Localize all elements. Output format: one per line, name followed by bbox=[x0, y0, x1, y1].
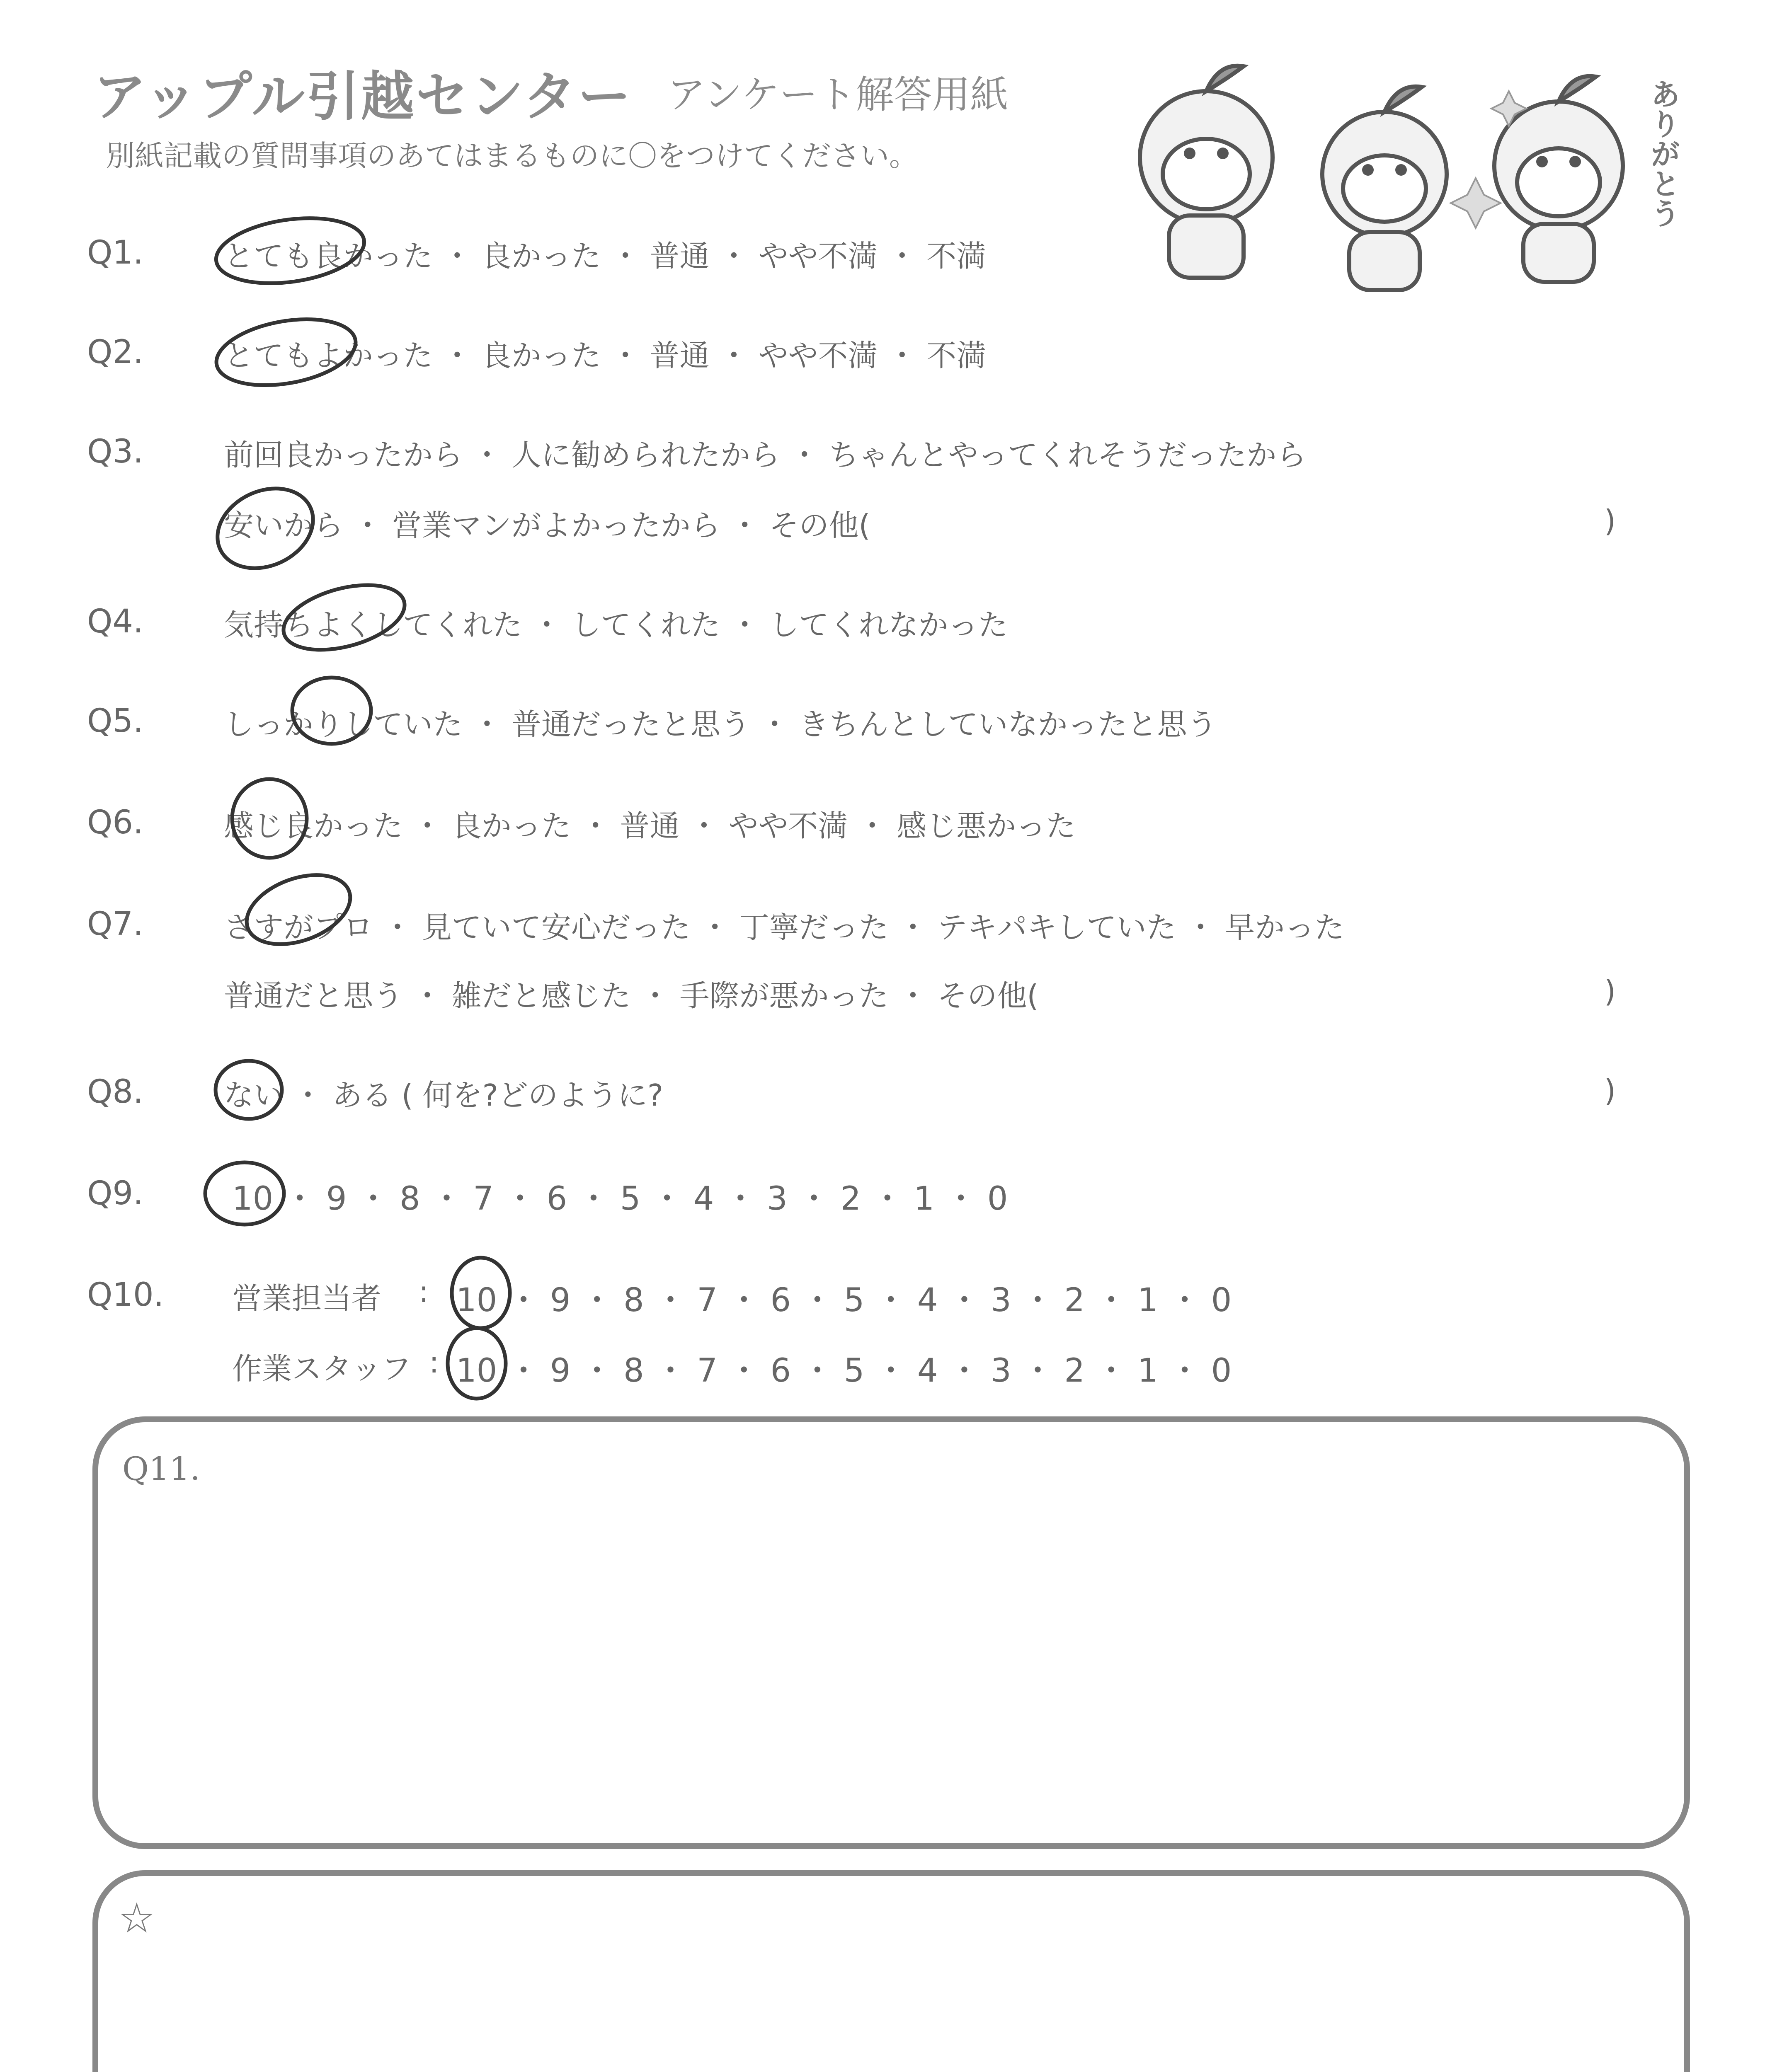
q10-staff-circle-mark bbox=[448, 1328, 506, 1399]
form-title: アンケート解答用紙 bbox=[667, 73, 1009, 117]
q4-options[interactable]: 気持ちよくしてくれた ・ してくれた ・ してくれなかった bbox=[224, 608, 1008, 642]
q9-label: Q9. bbox=[87, 1175, 143, 1212]
q11-answer-area[interactable] bbox=[124, 1500, 1658, 1815]
q3-options-line1[interactable]: 前回良かったから ・ 人に勧められたから ・ ちゃんとやってくれそうだったから bbox=[224, 438, 1307, 472]
company-title: アップル引越センター bbox=[93, 66, 633, 128]
q7-options-line2[interactable]: 普通だと思う ・ 雑だと感じた ・ 手際が悪かった ・ その他( bbox=[224, 978, 1039, 1013]
q5-label: Q5. bbox=[87, 702, 143, 740]
q2-label: Q2. bbox=[87, 334, 143, 371]
q6-options[interactable]: 感じ良かった ・ 良かった ・ 普通 ・ やや不満 ・ 感じ悪かった bbox=[224, 808, 1076, 843]
q8-options[interactable]: ない ・ ある ( 何を?どのように? bbox=[224, 1078, 664, 1113]
q3-label: Q3. bbox=[87, 433, 143, 470]
q10-sales-circle-mark bbox=[452, 1258, 510, 1328]
q10-staff-colon: : bbox=[429, 1345, 439, 1380]
q10-sales-label: 営業担当者 bbox=[232, 1281, 382, 1316]
q3-close-paren: ) bbox=[1604, 503, 1616, 538]
q5-circle-mark bbox=[292, 678, 371, 744]
q2-circle-mark bbox=[211, 310, 361, 395]
q9-circle-mark bbox=[205, 1162, 284, 1225]
q3-circle-mark bbox=[204, 474, 326, 583]
q8-circle-mark bbox=[216, 1061, 282, 1119]
q10-staff-scale[interactable]: 10 ・ 9 ・ 8 ・ 7 ・ 6 ・ 5 ・ 4 ・ 3 ・ 2 ・ 1 ・ 0 bbox=[456, 1352, 1232, 1389]
star-answer-area[interactable] bbox=[124, 1948, 1658, 2072]
q7-options-line1[interactable]: さすがプロ ・ 見ていて安心だった ・ 丁寧だった ・ テキパキしていた ・ 早かった bbox=[224, 910, 1345, 945]
q7-close-paren: ) bbox=[1604, 974, 1616, 1009]
q1-options[interactable]: とても良かった ・ 良かった ・ 普通 ・ やや不満 ・ 不満 bbox=[224, 239, 987, 274]
mascot-caption: ありがとう bbox=[1646, 79, 1680, 228]
q6-label: Q6. bbox=[87, 804, 143, 841]
q6-circle-mark bbox=[232, 779, 307, 858]
q9-scale[interactable]: 10 ・ 9 ・ 8 ・ 7 ・ 6 ・ 5 ・ 4 ・ 3 ・ 2 ・ 1 ・ 0 bbox=[232, 1180, 1008, 1218]
q4-circle-mark bbox=[276, 574, 412, 662]
q1-circle-mark bbox=[212, 210, 368, 292]
q10-sales-scale[interactable]: 10 ・ 9 ・ 8 ・ 7 ・ 6 ・ 5 ・ 4 ・ 3 ・ 2 ・ 1 ・ 0 bbox=[456, 1282, 1232, 1319]
q8-close-paren: ) bbox=[1604, 1073, 1616, 1108]
q11-label: Q11. bbox=[122, 1450, 200, 1488]
q4-label: Q4. bbox=[87, 603, 143, 640]
q5-options[interactable]: しっかりしていた ・ 普通だったと思う ・ きちんとしていなかったと思う bbox=[224, 707, 1217, 742]
q10-label: Q10. bbox=[87, 1276, 164, 1314]
q7-label: Q7. bbox=[87, 905, 143, 943]
star-label: ☆ bbox=[118, 1894, 155, 1942]
q8-label: Q8. bbox=[87, 1073, 143, 1111]
q10-sales-colon: : bbox=[419, 1274, 429, 1309]
q2-options[interactable]: とてもよかった ・ 良かった ・ 普通 ・ やや不満 ・ 不満 bbox=[224, 338, 987, 373]
q7-circle-mark bbox=[237, 862, 360, 957]
q1-label: Q1. bbox=[87, 234, 143, 271]
q3-options-line2[interactable]: 安いから ・ 営業マンがよかったから ・ その他( bbox=[224, 508, 870, 543]
q10-staff-label: 作業スタッフ bbox=[232, 1351, 412, 1386]
instruction-text: 別紙記載の質問事項のあてはまるものに〇をつけてください。 bbox=[106, 139, 918, 173]
